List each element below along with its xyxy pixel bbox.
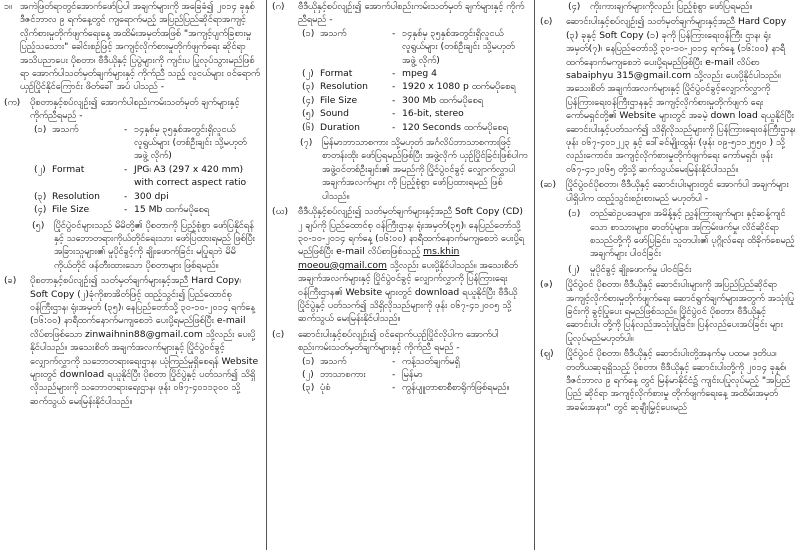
spec-number: (၃): [302, 81, 315, 93]
item-number: (၄): [568, 1, 581, 12]
column-1: [4, 0, 260, 550]
intro-number: ၁။: [4, 1, 12, 12]
item-text: မူပိုင်ခွင့် ချိုးဖောက်မှု ပါဝင်ခြင်း: [590, 263, 692, 275]
section-z-text: ပြိုင်ပွဲဝင်ပိုစတာ၊ ဗီဒီယိုနှင့် ဆောင်းပါးများတွင် အောက်ပါ အချက်များ ပါရှိပါက ထည့်သွင်းစဉ်းစားမည် မဟုတ်ပါ -: [566, 179, 789, 204]
spec-value: မြန်မာ: [402, 368, 423, 380]
spec-separator: -: [392, 121, 396, 133]
spec-key: အသက်: [52, 123, 79, 135]
spec-value: ကန့်သတ်ချက်မရှိ: [402, 355, 460, 367]
spec-key: File Size: [52, 204, 90, 216]
spec-separator: -: [392, 368, 396, 380]
spec-key: ဘာသာစကား: [320, 368, 366, 380]
section-ng-label: (င): [272, 328, 285, 340]
spec-value: ၁၄နှစ်မှ ၃၅နှစ်အတွင်းရှိလူငယ် လူရွယ်များ (တစ်ဦးချင်း သို့မဟုတ် အဖွဲ့ လိုက်): [134, 123, 247, 162]
intro-paragraph: [4, 0, 260, 94]
section-g-spec-list: [272, 27, 528, 134]
item-text: ပြိုင်ပွဲဝင်များသည် မိမိတို့၏ ပိုစတာကို ပြည့်စုံစွာ ဖော်ပြနိုင်ရန် နှင့် သဘောတရားကိုယ်တိုင်ရေးသား ဖော်ပြထားရမည် ဖြစ်ပြီး အခြားသူများ၏ မူပိုင်ခွင့်ကို ချိုးဖောက်ခြင်း မပြုရဘဲ မိမိကိုယ်တိုင် ဖန်တီးထားသော ပိုစတာများ ဖြစ်ရမည်။: [54, 219, 255, 271]
spec-row: [4, 190, 260, 203]
section-kh-label: (ခ): [4, 275, 17, 287]
spec-number: (၂): [34, 163, 46, 175]
spec-key: Duration: [320, 121, 360, 133]
column-2: [272, 0, 528, 550]
section-gh-text-b: သို့လည်း ပေးပို့နိုင်ပါသည်။ အသေးစိတ် အချက်အလက်များနှင့် ပြိုင်ပွဲဝင်ခွင့် လျှောက်လွှာကို ပြန်ကြားရေးဝန်ကြီးဌာန၏ Website များတွင် download ရယူနိုင်ပြီး ဗီဒီယိုပြိုင်ပွဲနှင့် ပတ်သက်၍ သိရှိလိုသည်များကို ဖုန်း ၀၆၇-၄၁၂၀၀၅ သို့ ဆက်သွယ် မေးမြန်းနိုင်ပါသည်။: [298, 259, 518, 325]
spec-key: Format: [52, 163, 85, 175]
spec-value: JPG၊ A3 (297 x 420 mm) with correct aspect ratio: [134, 163, 247, 189]
spec-number: (၂): [302, 68, 314, 80]
spec-number: (၁): [34, 123, 47, 135]
spec-value: 300 Mb ထက်မပိုစေရ: [402, 94, 483, 106]
spec-value: 16-bit, stereo: [402, 108, 464, 120]
section-k-label: (က): [4, 96, 21, 108]
section-j-label: (ဇ): [540, 279, 553, 291]
column-divider: [266, 0, 267, 550]
spec-separator: -: [124, 190, 128, 202]
section-kh: [4, 274, 260, 408]
spec-separator: -: [392, 94, 396, 106]
spec-number: (၄): [34, 204, 47, 216]
column-divider: [534, 0, 535, 550]
section-ng-item-4: [540, 0, 796, 13]
item-number: (၂): [568, 263, 580, 275]
spec-separator: -: [392, 382, 396, 394]
spec-row: [272, 80, 528, 93]
spec-key: Sound: [320, 108, 349, 120]
spec-row: [4, 123, 260, 163]
spec-key: ပုံစံ: [320, 382, 331, 394]
item-text: မြန်မာဘာသာစကား သို့မဟုတ် အင်္ဂလိပ်ဘာသာစကားဖြင့် စာတန်းထိုး ဖော်ပြရမည်ဖြစ်ပြီး အဖွဲ့လိုက် ယှဉ်ပြိုင်ခြင်းဖြစ်ပါက အဖွဲ့ဝင်တစ်ဦးချင်း၏ အမည်ကို ပြိုင်ပွဲဝင်ခွင့် လျှောက်လွှာပါ အချက်အလက်များ ကို ပြည့်စုံစွာ ဖော်ပြထားရမည် ဖြစ်ပါသည်။: [322, 137, 528, 202]
spec-value: 1920 x 1080 p ထက်မပိုစေရ: [402, 81, 516, 93]
spec-row: [272, 355, 528, 368]
section-s: [540, 15, 796, 176]
spec-row: [4, 163, 260, 190]
spec-number: (၁): [302, 355, 315, 367]
section-k-spec-list: [4, 123, 260, 217]
column-3: [540, 0, 796, 550]
section-gh-label: (ဃ): [272, 206, 289, 218]
section-gh: [272, 205, 528, 326]
section-jh-label: (ဈ): [540, 348, 554, 360]
section-s-label: (စ): [540, 16, 553, 28]
email-link[interactable]: ms.khin moeou@gmail.com: [298, 246, 460, 271]
section-g-text: ဗီဒီယိုနှင့်စပ်လျဉ်း၍ အောက်ပါစည်းကမ်းသတ်မှတ် ချက်များနှင့် ကိုက်ညီရမည် -: [298, 1, 525, 26]
spec-row: [272, 94, 528, 107]
spec-separator: -: [124, 204, 128, 216]
spec-row: [272, 67, 528, 80]
intro-text: အကဲဖြတ်ရာတွင်အောက်ဖော်ပြပါ အချက်များကို အခြေခံ၍ ၂၀၁၄ ခုနှစ် ဒီဇင်ဘာလ ၉ ရက်နေ့တွင် ကျရောက်မည့် အပြည်ပြည်ဆိုင်ရာအကျင့် လိုက်စားမှုတိုက်ဖျက်ရေးနေ့ အထိမ်းအမှတ်အဖြစ် "အကျင့်ပျက်ခြစားမှု ပြည့်သသေား" ခေါင်းစဉ်ဖြင့် အကျင့်လိုက်စားမှုတိုက်ဖျက်ရေး ဆိုင်ရာ အသိပညာပေး ပိုစတာ၊ ဗီဒီယိုနှင့် ပြပွဲများကို ကျင်းပ ပြုလုပ်သွားမည်ဖြစ်ရာ အောက်ပါသတ်မှတ်ချက်များနှင့် ကိုက်ညီ သည့် လူငယ်များ ဝင်ရောက်ယှဉ်ပြိုင်နိုင်ကြောင်း ဖိတ်ခေါ် အပ် ပါသည် -: [20, 1, 260, 93]
spec-key: Resolution: [52, 190, 101, 202]
spec-number: (၂): [302, 368, 314, 380]
spec-number: (၅): [302, 108, 315, 120]
spec-number: (၃): [34, 190, 47, 202]
spec-value: 300 dpi: [134, 190, 169, 202]
spec-separator: -: [392, 355, 396, 367]
spec-value: ကွန်ပျူတာစာစီစာရိုက်ဖြစ်ရမည်။: [402, 382, 510, 394]
spec-row: [272, 121, 528, 134]
item-number: (၇): [300, 137, 313, 149]
spec-separator: -: [124, 163, 128, 175]
spec-separator: -: [392, 81, 396, 93]
spec-row: [272, 368, 528, 381]
section-g-item-7: [272, 136, 528, 203]
spec-value: mpeg 4: [402, 68, 438, 80]
list-item: [540, 263, 796, 276]
spec-separator: -: [392, 68, 396, 80]
spec-row: [4, 203, 260, 216]
spec-row: [272, 27, 528, 67]
section-kh-text: ပိုစတာနှင့်စပ်လျဉ်း၍ သတ်မှတ်ချက်များနှင့်အညီ Hard Copy၊ Soft Copy (၂)ခုံကိုစာအိတ်ဖြင့် ထည့်သွင်း၍ ပြည်ထောင်စု ဝန်ကြီးဌာန၊ ရုံးအမှတ် (၃၅)၊ နေပြည်တော်သို့ ၃၀-၁၀-၂၀၁၄ ရက်နေ့ (၁၆:၀၀) နာရီထက်နောက်မကျစေဘဲ ပေးပို့ရမည်ဖြစ်ပြီး e-mail လိပ်စာဖြစ်သော zinwaihnin88@gmail.com သို့လည်း ပေးပို့နိုင်ပါသည်။ အသေးစိတ် အချက်အလက်များနှင့် ပြိုင်ပွဲဝင်ခွင့် လျှောက်လွှာကို သဘောတရားရေးဌာန၊ ယုံကြည်မှုရှိစေရန် Website များတွင် download ရယူနိုင်ပြီး ပိုစတာ ပြိုင်ပွဲနှင့် ပတ်သက်၍ သိရှိလိုသည်များကို သဘောတရားရေးဌာန၊ ဖုန်း ၀၆၇-၄၀၁၁၃၀၀ သို့ ဆက်သွယ် မေးမြန်းနိုင်ပါသည်။: [30, 275, 259, 407]
spec-separator: -: [392, 27, 396, 39]
section-k: [4, 96, 260, 123]
spec-number: (၆): [302, 121, 315, 133]
section-g: [272, 0, 528, 27]
section-ng: [272, 328, 528, 355]
item-text: ကိုးကားချက်များကိုလည်း ပြည့်စုံစွာ ဖော်ပြရမည်။: [590, 1, 753, 12]
spec-separator: -: [392, 108, 396, 120]
list-item: [540, 207, 796, 261]
section-s-text: ဆောင်းပါးနှင့်စပ်လျဉ်း၍ သတ်မှတ်ချက်များနှင့်အညီ Hard Copy (၃) ခုနှင့် Soft Copy (၁) ခုကို ပြန်ကြားရေးဝန်ကြီး ဌာန၊ ရုံးအမှတ်(၇)၊ နေပြည်တော်သို့ ၃၀-၁၀-၂၀၁၄ ရက်နေ့ (၁၆:၀၀) နာရီထက်နောက်မကျစေဘဲ ပေးပို့ရမည်ဖြစ်ပြီး e-mail လိပ်စာ sabaiphyu 315@gmail.com သို့လည်း ပေးပို့နိုင်ပါသည်။ အသေးစိတ် အချက်အလက်များနှင့် ပြိုင်ပွဲဝင်ခွင့်လျှောက်လွှာကို ပြန်ကြားရေးဝန်ကြီးဌာနနှင့် အကျင့်လိုက်စားမှုတိုက်ဖျက် ရေးကော်မရှင်တို့၏ Website များတွင် အခမဲ့ down load ရယူနိုင်ပြီး ဆောင်းပါးနှင့်ပတ်သက်၍ သိရှိလိုသည်များကို ပြန်ကြားရေးဝန်ကြီးဌာန၊ ဖုန်း ၀၆၇-၄၀၁၂၂၃ နှင့် ဒေါ်ခင်မျိုးထွန်း (ဖုန်း ၀၉-၅၁၁၂၅၅၀ ) သို့လည်းကောင်း၊ အကျင့်လိုက်စားမှုတိုက်ဖျက်ရေး ကော်မရှင်၊ ဖုန်း ၀၆၇-၄၁၂၀၆၅ တို့သို့ ဆက်သွယ်မေးမြန်းနိုင်ပါသည်။: [566, 16, 796, 175]
spec-key: File Size: [320, 94, 358, 106]
section-k-item-5: [4, 219, 260, 273]
spec-separator: -: [124, 123, 128, 135]
section-z-label: (ဆ): [540, 179, 557, 191]
item-text: တည်ဆဲဥပဒေများ၊ အမိန့်နှင့် ညွှန်ကြားချက်များ နှင့်ဆန့်ကျင်သော စာသားများ၊ ဓာတ်ပုံများ၊ အကြမ်းဖက်မှု၊ လိင်ဆိုင်ရာ စသည်တို့ကို ဖော်ပြခြင်း၊ သူတပါး၏ ပုဂ္ဂိုလ်ရေး ထိခိုက်စေမည့် အချက်များ ပါဝင်ခြင်း: [590, 208, 795, 260]
section-z: [540, 178, 796, 205]
spec-key: အသက်: [320, 355, 347, 367]
spec-key: Resolution: [320, 81, 369, 93]
section-j-text: ပြိုင်ပွဲဝင် ပိုစတာ၊ ဗီဒီယိုနှင့် ဆောင်းပါးများကို အပြည်ပြည်ဆိုင်ရာ အကျင့်လိုက်စားမှုတိုက်ဖျက်ရေး ဆောင်ရွက်ချက်များအတွက် အသုံးပြုခြင်းကို ခွင့်ပြုပေး ရမည်ဖြစ်သည်။ ပြိုင်ပွဲဝင် ပိုစတာ၊ ဗီဒီယိုနှင့် ဆောင်းပါး တို့ကို ပြန်လည်အသုံးပြုခြင်း၊ ပြန်လည်ပေးအပ်ခြင်း များ ပြုလုပ်မည်မဟုတ်ပါ။: [566, 279, 795, 344]
item-number: (၅): [32, 219, 45, 231]
section-ng-text: ဆောင်းပါးနှင့်စပ်လျဉ်း၍ ဝင်ရောက်ယှဉ်ပြိုင်လိုပါက အောက်ပါ စည်းကမ်းသတ်မှတ်ချက်များနှင့် ကိုက်ညီ ရမည် -: [298, 328, 499, 354]
section-jh: [540, 347, 796, 414]
section-j: [540, 278, 796, 345]
spec-value: ၁၄နှစ်မှ ၃၅နှစ်အတွင်းရှိလူငယ် လူရွယ်များ (တစ်ဦးချင်း သို့မဟုတ် အဖွဲ့ လိုက်): [402, 27, 515, 66]
spec-row: [272, 381, 528, 394]
section-z-list: [540, 207, 796, 276]
spec-value: 120 Seconds ထက်မပိုစေရ: [402, 121, 508, 133]
spec-number: (၄): [302, 94, 315, 106]
spec-key: အသက်: [320, 27, 347, 39]
spec-number: (၃): [302, 382, 315, 394]
section-g-label: (ဂ): [272, 1, 285, 12]
spec-row: [272, 107, 528, 120]
section-k-text: ပိုစတာနှင့်စပ်လျဉ်း၍ အောက်ပါစည်းကမ်းသတ်မှတ် ချက်များနှင့် ကိုက်ညီရမည် -: [30, 96, 240, 122]
section-gh-text-a: ဗီဒီယိုနှင့်စပ်လျဉ်း၍ သတ်မှတ်ချက်များနှင့်အညီ Soft Copy (CD) ၂ ချပ်ကို ပြည်ထောင်စု ဝန်ကြီးဌာန၊ ရုံးအမှတ်(၃၅)၊ နေပြည်တော်သို့ ၃၀-၁၀-၂၀၁၄ ရက်နေ့ (၁၆:၀၀) နာရီထက်နောက်မကျစေဘဲ ပေးပို့ရမည်ဖြစ်ပြီး e-mail လိပ်စာဖြစ်သည့်: [298, 206, 524, 258]
section-ng-spec-list: [272, 355, 528, 395]
section-jh-text: ပြိုင်ပွဲဝင် ပိုစတာ၊ ဗီဒီယိုနှင့် ဆောင်းပါးတို့အနက်မှ ပထမ၊ ဒုတိယ၊ တတိယဆုရရှိသည့် ပိုစတာ၊ ဗီဒီယိုနှင့် ဆောင်းပါးတို့ကို ၂၀၁၄ ခုနှစ်၊ ဒီဇင်ဘာလ ၉ ရက်နေ့ တွင် မြန်မာနိုင်ငံ၌ ကျင်းပပြုလုပ်မည့် "အပြည်ပြည် ဆိုင်ရာ အကျင့်လိုက်စားမှု တိုက်ဖျက်ရေးနေ့ အထိမ်းအမှတ် အခမ်းအနား" တွင် ဆုချီးမြှင့်ပေးမည်: [566, 348, 791, 413]
spec-key: Format: [320, 68, 353, 80]
spec-value: 15 Mb ထက်မပိုစေရ: [134, 204, 210, 216]
spec-number: (၁): [302, 27, 315, 39]
item-number: (၁): [568, 208, 581, 220]
